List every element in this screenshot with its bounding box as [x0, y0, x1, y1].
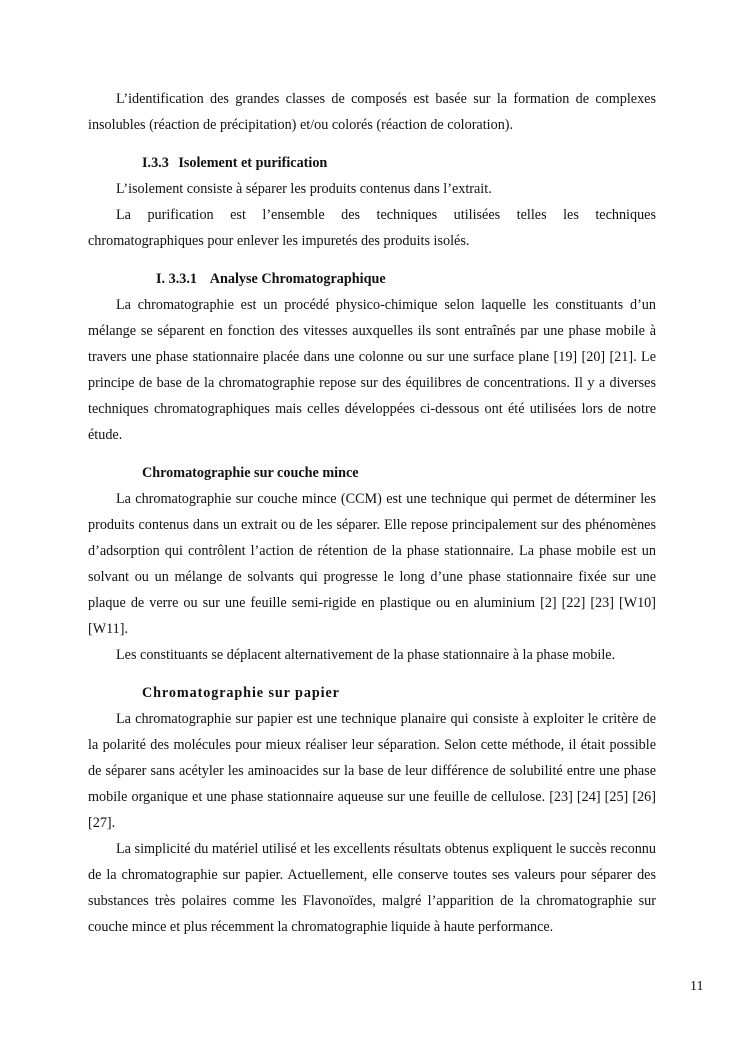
section-title: Isolement et purification: [178, 155, 328, 171]
subsection-title: Analyse Chromatographique: [209, 271, 386, 287]
page-number: 11: [690, 979, 704, 994]
paragraph-chromatographie-definition: La chromatographie est un procédé physico-chimique selon laquelle les constituants d’un mélange se séparent en fonction des vitesses auxquelles ils sont entraînés par une phase mobile à travers une phase stationnaire placée dans une colonne ou sur une surface plane [19] [20] [21]. Le principe de base de la chromatographie repose sur des équilibres de concentrations. Il y a diverses techniques chromatographiques mais celles développées ci-dessous ont été utilisées lors de notre étude.: [88, 297, 656, 443]
paragraph-constituants: Les constituants se déplacent alternativement de la phase stationnaire à la phase mobile.: [116, 647, 616, 663]
subsection-number: I. 3.3.1: [156, 271, 197, 287]
page-body: [88, 86, 656, 940]
section-heading: [88, 150, 656, 176]
subsection-heading: [88, 266, 656, 292]
paragraph-ccm: La chromatographie sur couche mince (CCM) est une technique qui permet de déterminer les produits contenus dans un extrait ou de les séparer. Elle repose principalement sur des phénomènes d’adsorption qui contrôlent l’action de rétention de la phase stationnaire. La phase mobile est un solvant ou un mélange de solvants qui progresse le long d’une phase stationnaire fixée sur une plaque de verre ou sur une feuille semi-rigide en plastique ou en aluminium [2] [22] [23] [W10] [W11].: [88, 491, 656, 637]
paragraph-intro-identification: L’identification des grandes classes de composés est basée sur la formation de complexes insolubles (réaction de précipitation) et/ou colorés (réaction de coloration).: [88, 91, 656, 133]
paragraph-papier: La chromatographie sur papier est une technique planaire qui consiste à exploiter le critère de la polarité des molécules pour mieux réaliser leur séparation. Selon cette méthode, il était possible de séparer sans acétyler les aminoacides sur la base de leur différence de solubilité entre une phase mobile organique et une phase stationnaire aqueuse sur une feuille de cellulose. [23] [24] [25] [26] [27].: [88, 711, 656, 831]
paragraph-purification: La purification est l’ensemble des techniques utilisées telles les techniques chromatographiques pour enlever les impuretés des produits isolés.: [88, 207, 656, 249]
section-number: I.3.3: [142, 155, 169, 171]
paragraph-simplicite: La simplicité du matériel utilisé et les excellents résultats obtenus expliquent le succès reconnu de la chromatographie sur papier. Actuellement, elle conserve toutes ses valeurs pour séparer des substances très polaires comme les Flavonoïdes, malgré l’apparition de la chromatographie sur couche mince et plus récemment la chromatographie liquide à haute performance.: [88, 841, 656, 935]
heading-ccm: Chromatographie sur couche mince: [142, 465, 359, 481]
spacer: [88, 448, 656, 460]
spacer: [88, 254, 656, 266]
spacer: [88, 668, 656, 680]
heading-papier: Chromatographie sur papier: [142, 685, 340, 701]
paragraph-isolement: L’isolement consiste à séparer les produits contenus dans l’extrait.: [116, 181, 492, 197]
spacer: [88, 138, 656, 150]
